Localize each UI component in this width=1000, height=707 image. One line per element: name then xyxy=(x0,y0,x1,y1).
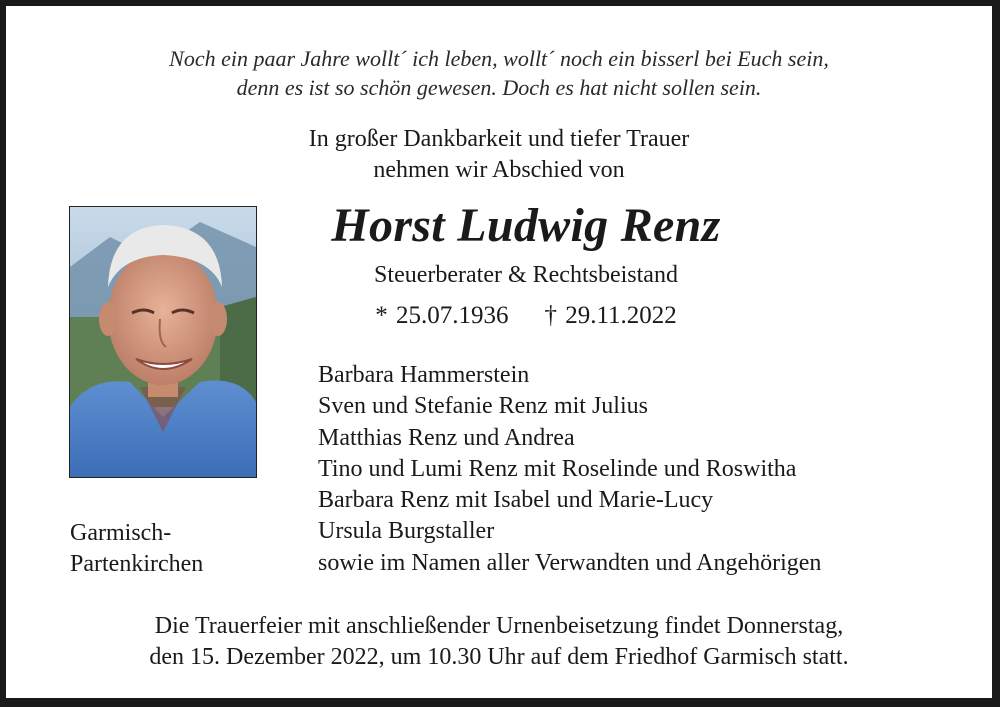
ceremony-line: den 15. Dezember 2022, um 10.30 Uhr auf dem Friedhof Garmisch statt. xyxy=(149,644,849,670)
survivors-list xyxy=(318,360,821,579)
deceased-profession: Steuerberater & Rechtsbeistand xyxy=(374,262,678,288)
intro-text xyxy=(6,124,992,186)
poem-verse xyxy=(6,44,992,102)
ceremony-line: Die Trauerfeier mit anschließender Urnenbeisetzung findet Donnerstag, xyxy=(154,613,844,639)
poem-line: denn es ist so schön gewesen. Doch es hat nicht sollen sein. xyxy=(236,75,762,100)
poem-line: Noch ein paar Jahre wollt´ ich leben, wollt´ noch ein bisserl bei Euch sein, xyxy=(169,46,829,71)
ceremony-notice xyxy=(6,611,992,673)
place-line: Garmisch- xyxy=(70,520,172,546)
intro-line: nehmen wir Abschied von xyxy=(373,157,625,183)
list-item: Matthias Renz und Andrea xyxy=(318,424,575,451)
deceased-name: Horst Ludwig Renz xyxy=(331,199,721,252)
obituary-card xyxy=(6,6,992,698)
portrait-photo xyxy=(69,206,257,478)
list-item: Tino und Lumi Renz mit Roselinde und Roswitha xyxy=(318,455,797,482)
death-date: † 29.11.2022 xyxy=(544,302,677,329)
list-item: Sven und Stefanie Renz mit Julius xyxy=(318,393,648,420)
intro-line: In großer Dankbarkeit und tiefer Trauer xyxy=(308,126,690,152)
place-line: Partenkirchen xyxy=(70,551,204,578)
birth-date: * 25.07.1936 xyxy=(375,302,509,329)
place-of-residence xyxy=(70,518,203,581)
list-item: Barbara Hammerstein xyxy=(318,362,530,388)
life-dates xyxy=(306,300,746,332)
list-item: sowie im Namen aller Verwandten und Angehörigen xyxy=(318,549,822,576)
list-item: Ursula Burgstaller xyxy=(318,518,495,545)
list-item: Barbara Renz mit Isabel und Marie-Lucy xyxy=(318,487,714,514)
